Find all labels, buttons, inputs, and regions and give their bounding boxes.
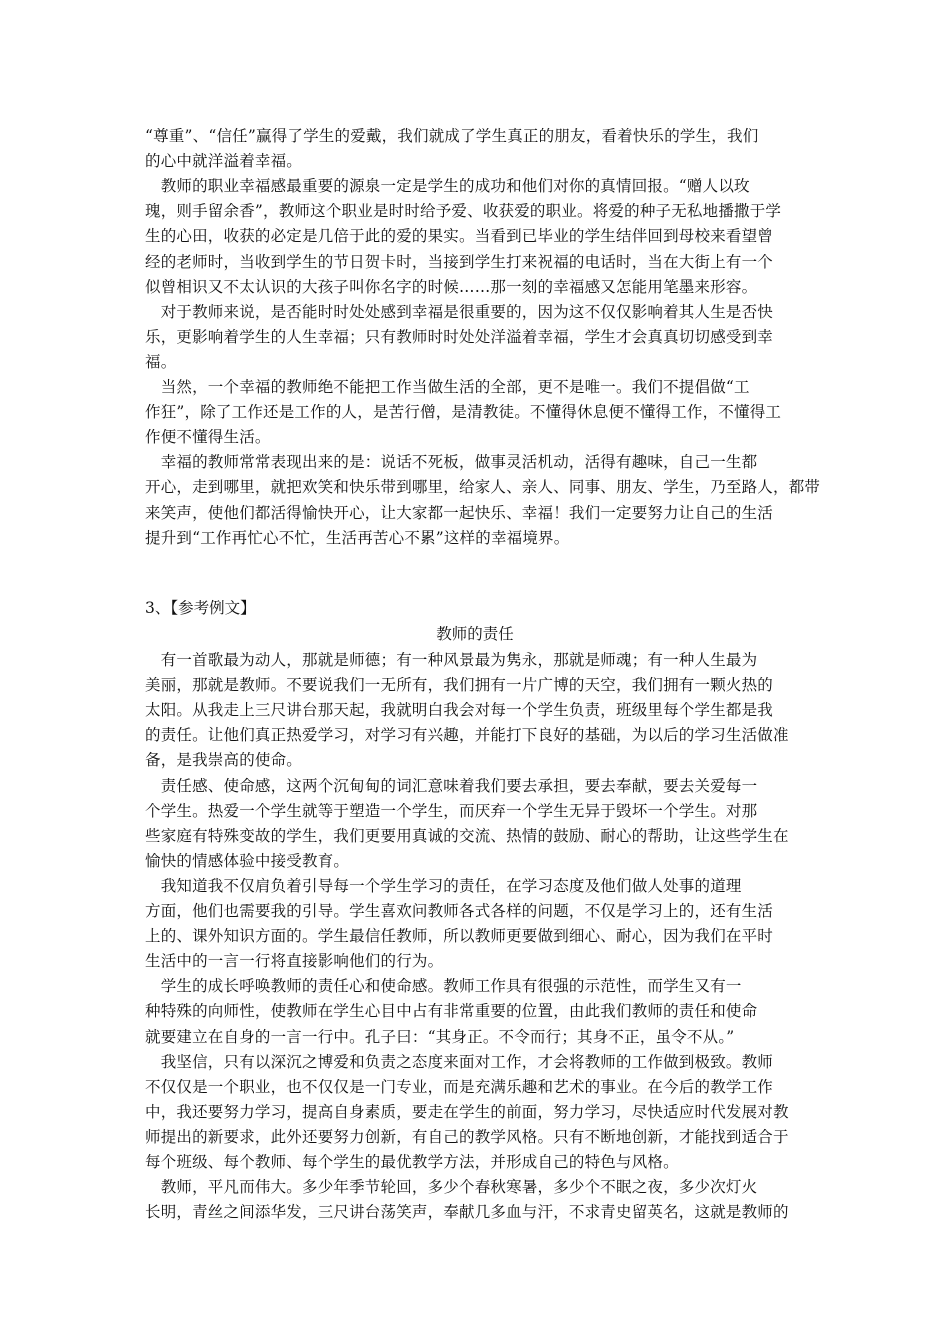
paragraph-line: 我坚信，只有以深沉之博爱和负责之态度来面对工作，才会将教师的工作做到极致。教师 xyxy=(145,1053,774,1071)
paragraph-line: 的心中就洋溢着幸福。 xyxy=(145,152,303,170)
paragraph-line: 不仅仅是一个职业，也不仅仅是一门专业，而是充满乐趣和艺术的事业。在今后的教学工作 xyxy=(145,1078,774,1096)
paragraph-line: 福。 xyxy=(145,353,177,371)
paragraph-line: 学生的成长呼唤教师的责任心和使命感。教师工作具有很强的示范性，而学生又有一 xyxy=(145,977,742,995)
paragraph-line: 开心，走到哪里，就把欢笑和快乐带到哪里，给家人、亲人、同事、朋友、学生，乃至路人，都带 xyxy=(145,478,821,496)
paragraph-line: 生的心田，收获的必定是几倍于此的爱的果实。当看到已毕业的学生结伴回到母校来看望曾 xyxy=(145,227,774,245)
paragraph-line: 幸福的教师常常表现出来的是：说话不死板，做事灵活机动，活得有趣味，自己一生都 xyxy=(145,453,758,471)
paragraph-line: 每个班级、每个教师、每个学生的最优教学方法，并形成自己的特色与风格。 xyxy=(145,1153,679,1171)
paragraph-line: 太阳。从我走上三尺讲台那天起，我就明白我会对每一个学生负责，班级里每个学生都是我 xyxy=(145,701,774,719)
paragraph-line: 就要建立在自身的一言一行中。孔子曰：“其身正。不令而行；其身不正，虽令不从。” xyxy=(145,1028,735,1046)
paragraph-line: 中，我还要努力学习，提高自身素质，要走在学生的前面，努力学习，尽快适应时代发展对教 xyxy=(145,1103,789,1121)
paragraph-line: 愉快的情感体验中接受教育。 xyxy=(145,852,350,870)
paragraph-line: 种特殊的向师性，使教师在学生心目中占有非常重要的位置，由此我们教师的责任和使命 xyxy=(145,1002,758,1020)
paragraph-line: 教师，平凡而伟大。多少年季节轮回，多少个春秋寒暑，多少个不眠之夜，多少次灯火 xyxy=(145,1178,758,1196)
paragraph-line: 长明，青丝之间添华发，三尺讲台荡笑声，奉献几多血与汗，不求青史留英名，这就是教师的 xyxy=(145,1203,789,1221)
paragraph-line: 瑰，则手留余香”，教师这个职业是时时给予爱、收获爱的职业。将爱的种子无私地播撒于学 xyxy=(145,202,782,220)
paragraph-line: 师提出的新要求，此外还要努力创新，有自己的教学风格。只有不断地创新，才能找到适合于 xyxy=(145,1128,789,1146)
paragraph-line: 个学生。热爱一个学生就等于塑造一个学生，而厌弃一个学生无异于毁坏一个学生。对那 xyxy=(145,802,758,820)
paragraph-line: 上的、课外知识方面的。学生最信任教师，所以教师更要做到细心、耐心，因为我们在平时 xyxy=(145,927,774,945)
essay-title: 教师的责任 xyxy=(436,625,514,643)
paragraph-line: 我知道我不仅肩负着引导每一个学生学习的责任，在学习态度及他们做人处事的道理 xyxy=(145,877,742,895)
section-heading: 3、【参考例文】 xyxy=(145,599,256,617)
paragraph-line: 备，是我崇高的使命。 xyxy=(145,751,303,769)
paragraph-line: 教师的职业幸福感最重要的源泉一定是学生的成功和他们对你的真情回报。“赠人以玫 xyxy=(145,177,750,195)
paragraph-line: 对于教师来说，是否能时时处处感到幸福是很重要的，因为这不仅仅影响着其人生是否快 xyxy=(145,303,774,321)
paragraph-line: 些家庭有特殊变故的学生，我们更要用真诚的交流、热情的鼓励、耐心的帮助，让这些学生在 xyxy=(145,827,789,845)
paragraph-line: 乐，更影响着学生的人生幸福；只有教师时时处处洋溢着幸福，学生才会真真切切感受到幸 xyxy=(145,328,774,346)
paragraph-line: 生活中的一言一行将直接影响他们的行为。 xyxy=(145,952,444,970)
paragraph-line: 来笑声，使他们都活得愉快开心，让大家都一起快乐、幸福！我们一定要努力让自己的生活 xyxy=(145,504,774,522)
paragraph-line: 作便不懂得生活。 xyxy=(145,428,271,446)
paragraph-line: 的责任。让他们真正热爱学习，对学习有兴趣，并能打下良好的基础，为以后的学习生活做准 xyxy=(145,726,789,744)
paragraph-line: 责任感、使命感，这两个沉甸甸的词汇意味着我们要去承担，要去奉献，要去关爱每一 xyxy=(145,777,758,795)
paragraph-line: 似曾相识又不太认识的大孩子叫你名字的时候……那一刻的幸福感又怎能用笔墨来形容。 xyxy=(145,278,758,296)
paragraph-line: 经的老师时，当收到学生的节日贺卡时，当接到学生打来祝福的电话时，当在大街上有一个 xyxy=(145,253,774,271)
paragraph-line: “尊重”、“信任”赢得了学生的爱戴，我们就成了学生真正的朋友，看着快乐的学生，我们 xyxy=(145,127,759,145)
paragraph-line: 提升到“工作再忙心不忙，生活再苦心不累”这样的幸福境界。 xyxy=(145,529,570,547)
paragraph-line: 作狂”，除了工作还是工作的人，是苦行僧，是清教徒。不懂得休息便不懂得工作，不懂得工 xyxy=(145,403,782,421)
paragraph-line: 有一首歌最为动人，那就是师德；有一种风景最为隽永，那就是师魂；有一种人生最为 xyxy=(145,651,758,669)
paragraph-line: 美丽，那就是教师。不要说我们一无所有，我们拥有一片广博的天空，我们拥有一颗火热的 xyxy=(145,676,774,694)
paragraph-line: 方面，他们也需要我的引导。学生喜欢问教师各式各样的问题，不仅是学习上的，还有生活 xyxy=(145,902,774,920)
paragraph-line: 当然，一个幸福的教师绝不能把工作当做生活的全部，更不是唯一。我们不提倡做“工 xyxy=(145,378,750,396)
